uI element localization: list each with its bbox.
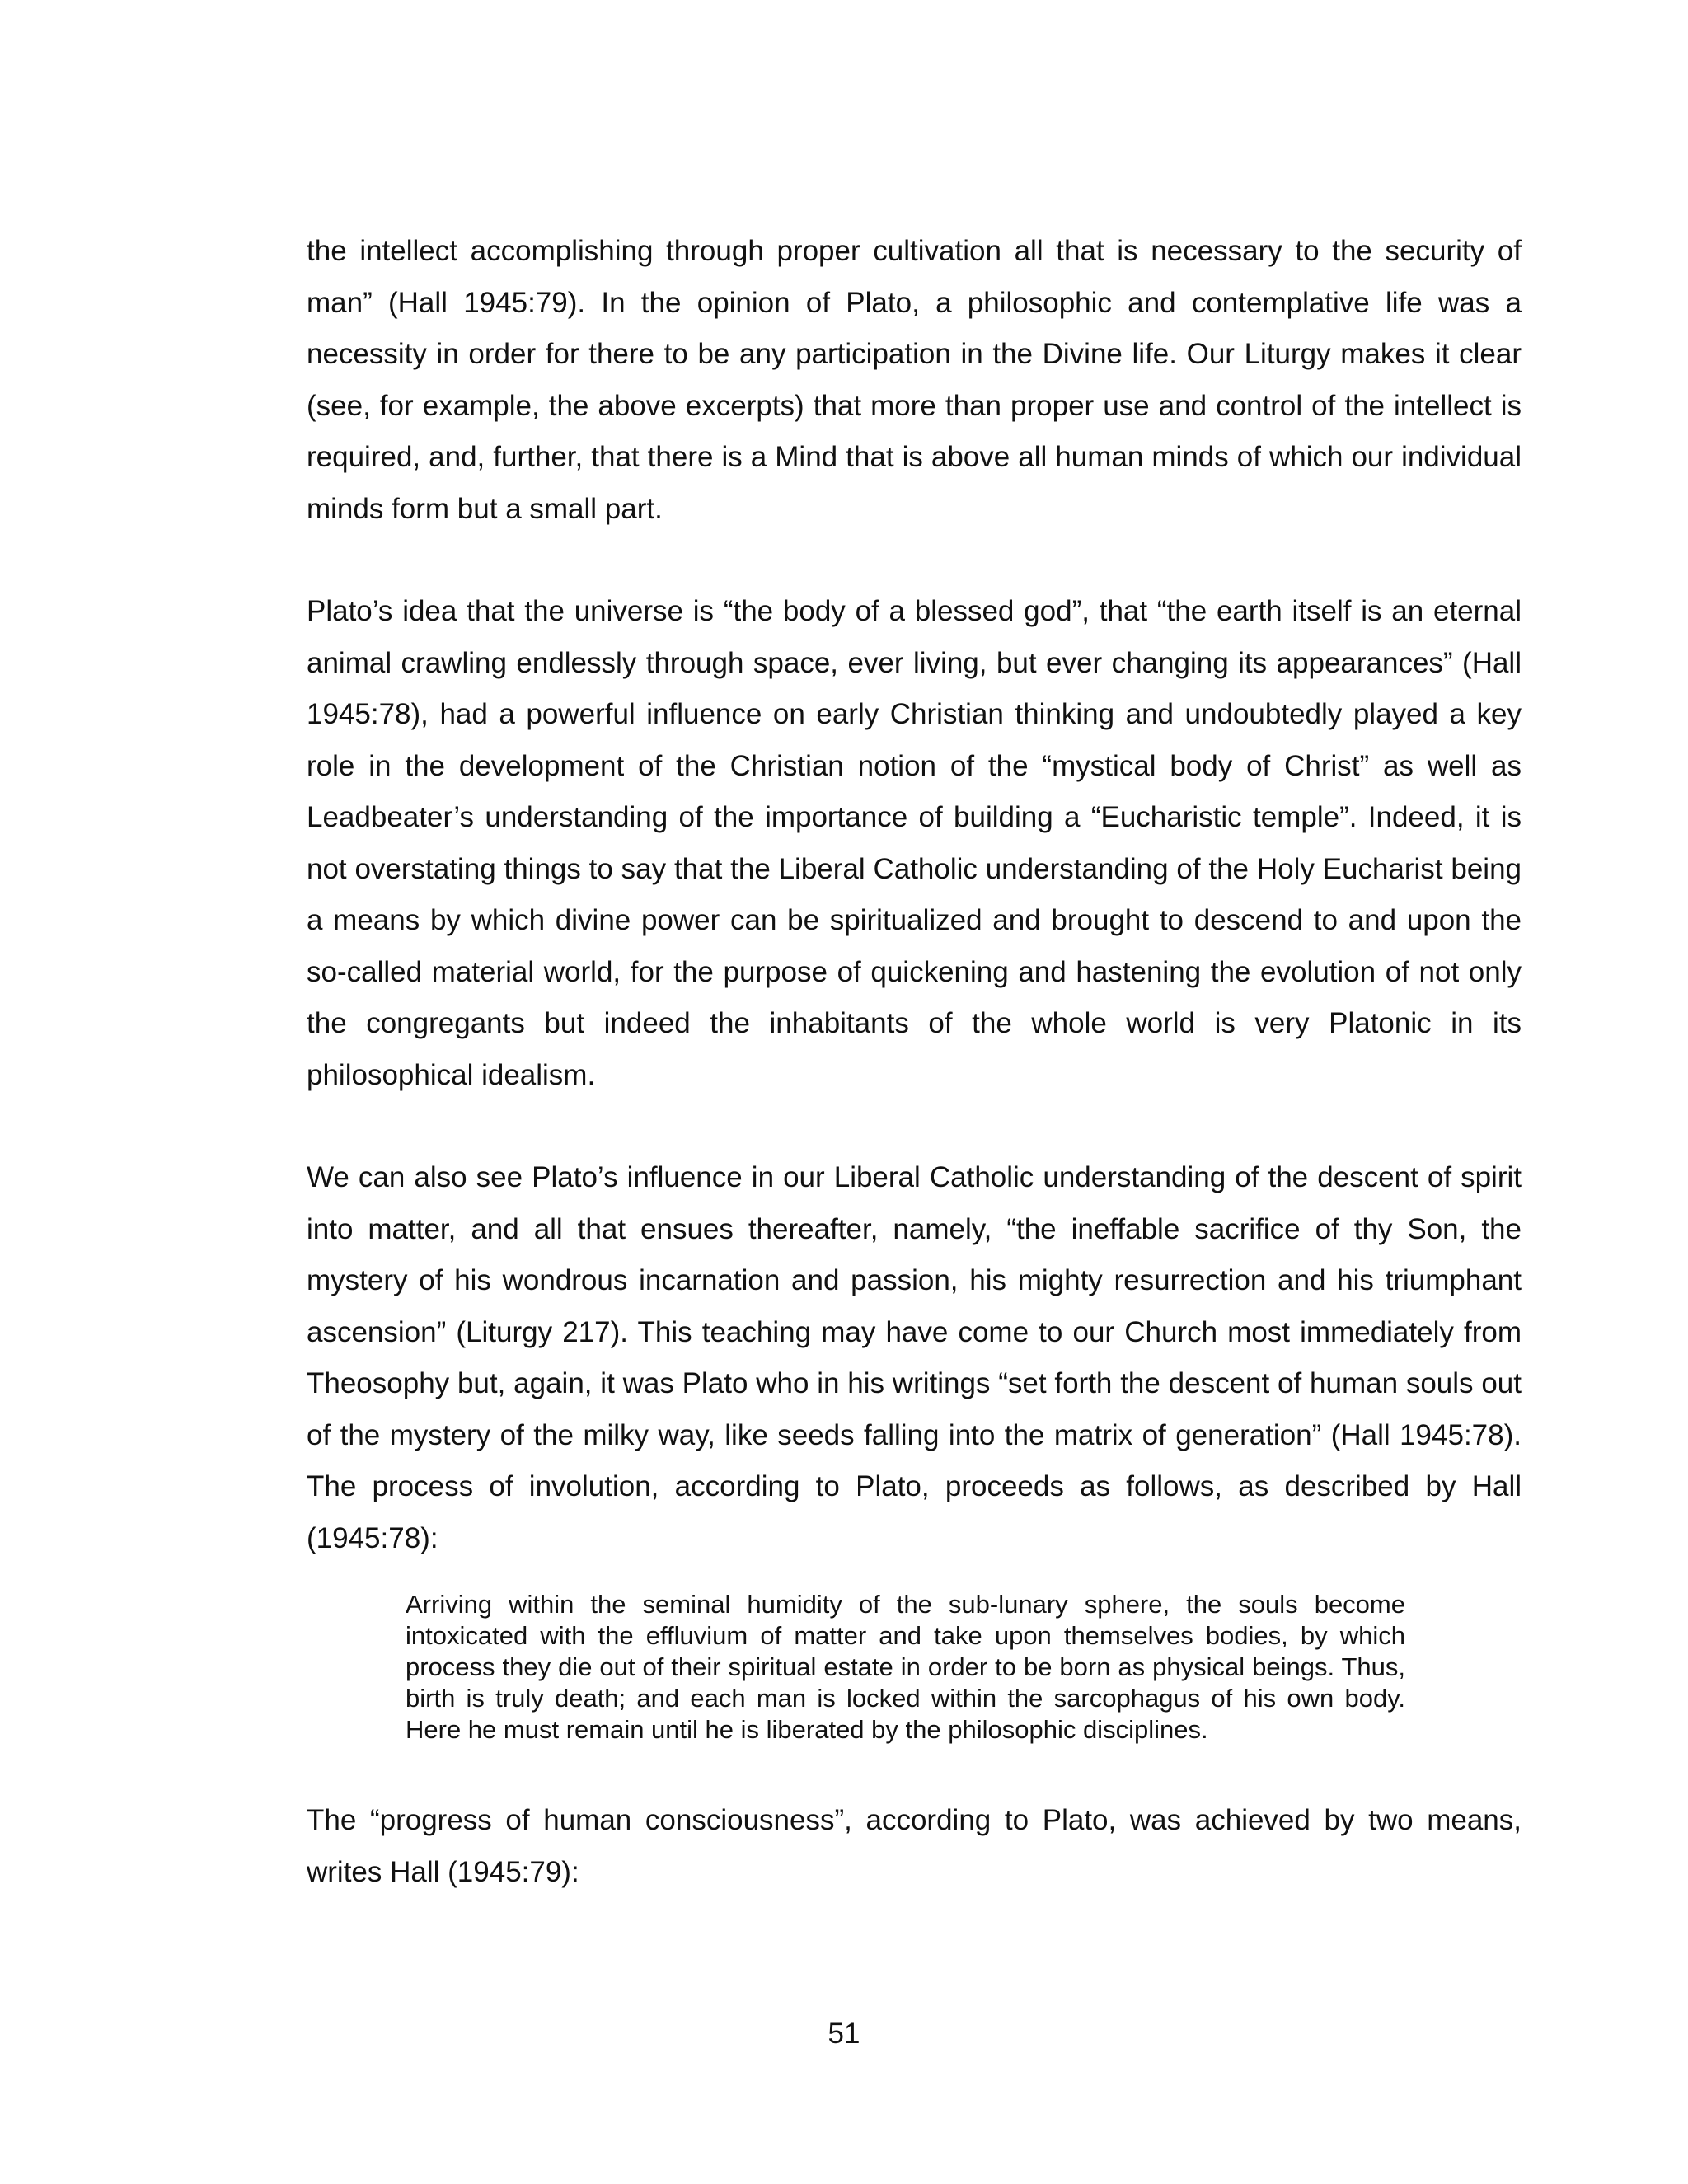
paragraph-descent-of-spirit: We can also see Plato’s influence in our Liberal Catholic understanding of the descent of spirit into matter, and all that ensues thereafter, namely, “the ineffable sacrifice of thy Son, the mystery of his wondrous incarnation and passion, his mighty resurrection and his triumphant ascension” (Liturgy 217). This teaching may have come to our Church most immediately from Theosophy but, again, it was Plato who in his writings “set forth the descent of human souls out of the mystery of the milky way, like seeds falling into the matrix of generation” (Hall 1945:78). The process of involution, according to Plato, proceeds as follows, as described by Hall (1945:78): [307, 1161, 1522, 1554]
block-quote: Arriving within the seminal humidity of the sub-lunary sphere, the souls become intoxicated with the effluvium of matter and take upon themselves bodies, by which process they die out of their spiritual estate in order to be born as physical beings. Thus, birth is truly death; and each man is locked within the sarcophagus of his own body. Here he must remain until he is liberated by the philosophic disciplines. [406, 1590, 1405, 1744]
paragraph-plato-universe: Plato’s idea that the universe is “the body of a blessed god”, that “the earth itself is an eternal animal crawling endlessly through space, ever living, but ever changing its appearances” (Hall 1945:78), had a powerful influence on early Christian thinking and undoubtedly played a key role in the development of the Christian notion of the “mystical body of Christ” as well as Leadbeater’s understanding of the importance of building a “Eucharistic temple”. Indeed, it is not overstating things to say that the Liberal Catholic understanding of the Holy Eucharist being a means by which divine power can be spiritualized and brought to descend to and upon the so-called material world, for the purpose of quickening and hastening the evolution of not only the congregants but indeed the inhabitants of the whole world is very Platonic in its philosophical idealism. [307, 595, 1522, 1091]
paragraph-progress-consciousness: The “progress of human consciousness”, according to Plato, was achieved by two means, writes Hall (1945:79): [307, 1804, 1522, 1888]
page-number: 51 [828, 2018, 860, 2050]
paragraph-intellect: the intellect accomplishing through proper cultivation all that is necessary to the security of man” (Hall 1945:79). In the opinion of Plato, a philosophic and contemplative life was a necessity in order for there to be any participation in the Divine life. Our Liturgy makes it clear (see, for example, the above excerpts) that more than proper use and control of the intellect is required, and, further, that there is a Mind that is above all human minds of which our individual minds form but a small part. [307, 235, 1522, 525]
